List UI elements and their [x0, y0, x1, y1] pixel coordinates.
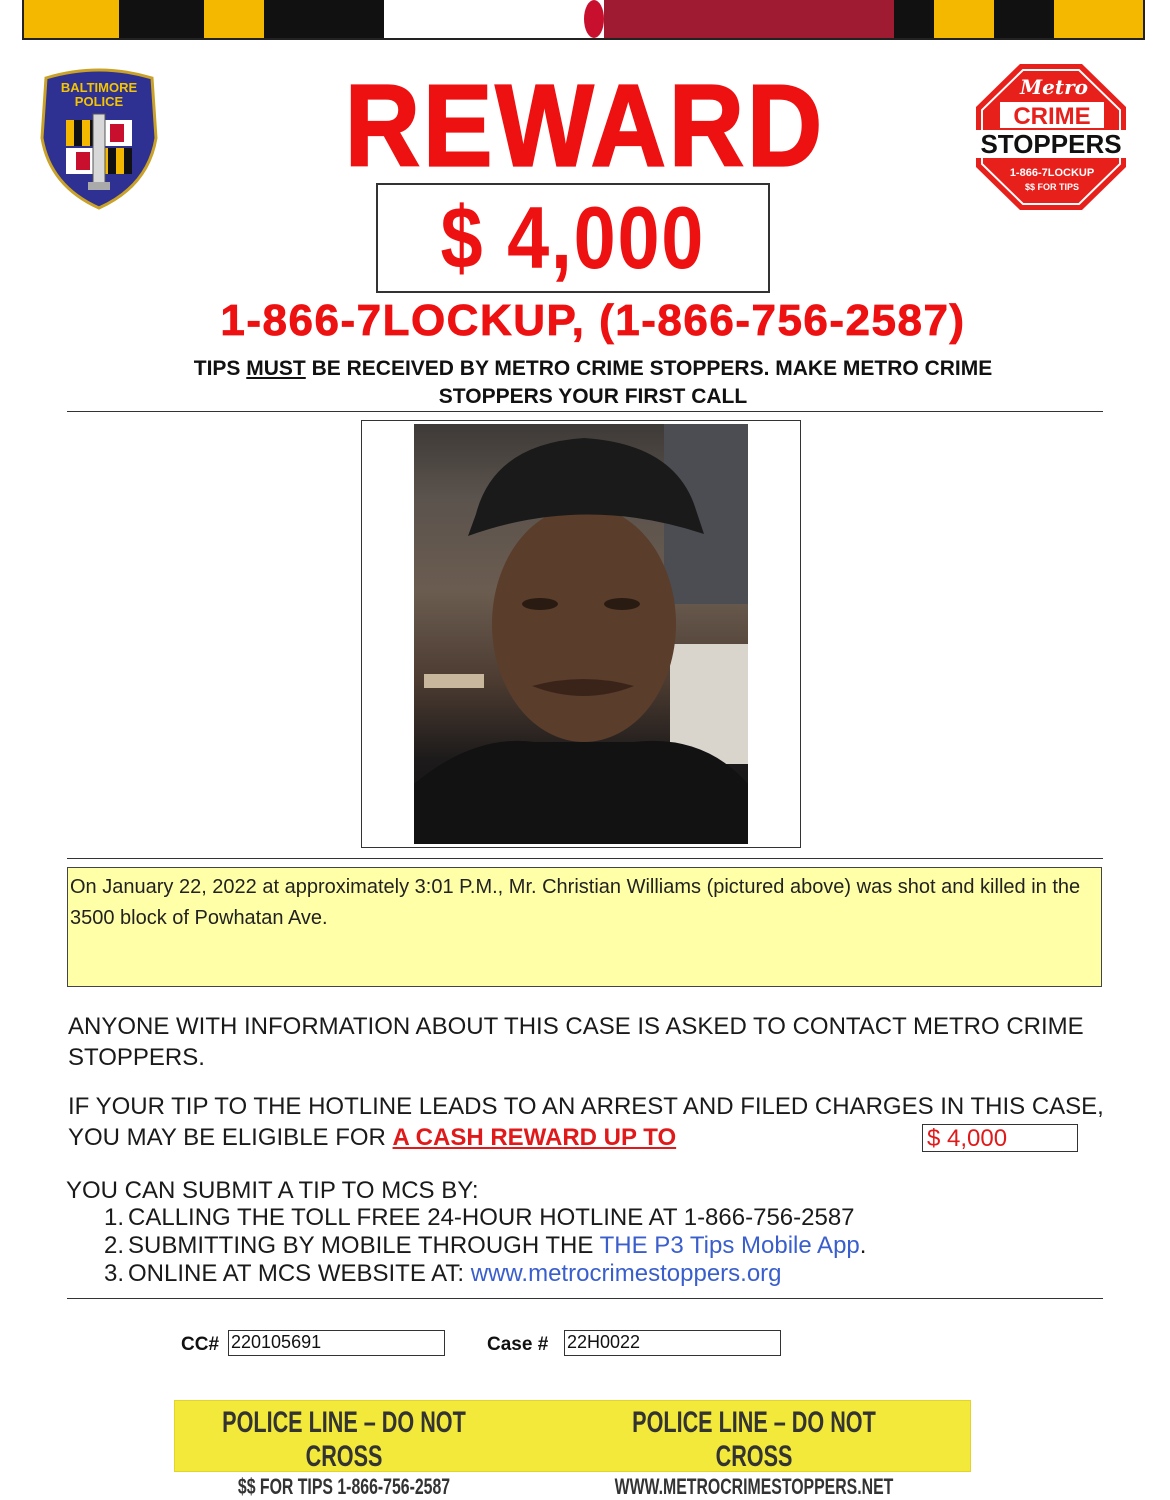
incident-summary: On January 22, 2022 at approximately 3:01 P.M., Mr. Christian Williams (pictured above) was shot and killed in the 3500 block of Powhatan Ave.	[70, 876, 1081, 929]
divider	[67, 858, 1103, 859]
svg-text:STOPPERS: STOPPERS	[980, 129, 1122, 159]
submit-tip-heading: YOU CAN SUBMIT A TIP TO MCS BY:	[66, 1177, 479, 1204]
case-number-field: 22H0022	[564, 1330, 781, 1356]
cash-reward-link[interactable]: A CASH REWARD UP TO	[392, 1124, 677, 1151]
case-label: Case #	[487, 1334, 549, 1355]
tape-left-text: POLICE LINE – DO NOT CROSS $$ FOR TIPS 1-866-756-2587	[222, 1406, 466, 1499]
police-line-tape	[174, 1400, 971, 1499]
tips-must-emphasis: MUST	[246, 357, 306, 380]
eligibility-statement: IF YOUR TIP TO THE HOTLINE LEADS TO AN ARREST AND FILED CHARGES IN THIS CASE, YOU MAY BE ELIGIBLE FOR A CASH REWARD UP TO	[68, 1093, 1104, 1151]
svg-text:BALTIMORE: BALTIMORE	[60, 80, 138, 95]
p3-tips-app-link[interactable]: THE P3 Tips Mobile App	[599, 1232, 860, 1259]
reward-amount-field: $ 4,000	[922, 1124, 1078, 1152]
svg-text:Metro: Metro	[1020, 75, 1088, 99]
cc-number-field: 220105691	[228, 1330, 445, 1356]
svg-text:$$ FOR TIPS: $$ FOR TIPS	[1024, 182, 1080, 192]
reward-amount: $ 4,000	[440, 188, 706, 287]
submit-methods-list	[96, 1204, 866, 1288]
victim-photo	[414, 424, 748, 844]
list-item: 3. ONLINE AT MCS WEBSITE AT: www.metrocrimestoppers.org	[103, 1260, 782, 1287]
svg-text:CRIME: CRIME	[1013, 103, 1091, 130]
svg-text:1-866-7LOCKUP: 1-866-7LOCKUP	[1009, 167, 1095, 179]
incident-summary-box	[67, 867, 1102, 987]
divider	[67, 1298, 1103, 1299]
cc-label: CC#	[181, 1334, 220, 1355]
reward-title: REWARD	[344, 61, 826, 192]
contact-statement: ANYONE WITH INFORMATION ABOUT THIS CASE IS ASKED TO CONTACT METRO CRIME STOPPERS.	[68, 1013, 1084, 1071]
svg-text:POLICE: POLICE	[74, 94, 124, 109]
website-link[interactable]: www.metrocrimestoppers.org	[470, 1260, 782, 1287]
list-item: 1. CALLING THE TOLL FREE 24-HOUR HOTLINE AT 1-866-756-2587	[103, 1204, 855, 1231]
list-item: 2. SUBMITTING BY MOBILE THROUGH THE THE P3 Tips Mobile App.	[103, 1232, 867, 1259]
tape-right-text: POLICE LINE – DO NOT CROSS WWW.METROCRIMESTOPPERS.NET	[614, 1406, 894, 1499]
reward-amount-box	[376, 183, 770, 293]
hotline-number: 1-866-7LOCKUP, (1-866-756-2587)	[220, 296, 966, 345]
divider	[67, 411, 1103, 412]
tips-notice: TIPS MUST BE RECEIVED BY METRO CRIME STOPPERS. MAKE METRO CRIME STOPPERS YOUR FIRST CALL	[193, 357, 993, 408]
maryland-flag-banner	[22, 0, 1145, 40]
